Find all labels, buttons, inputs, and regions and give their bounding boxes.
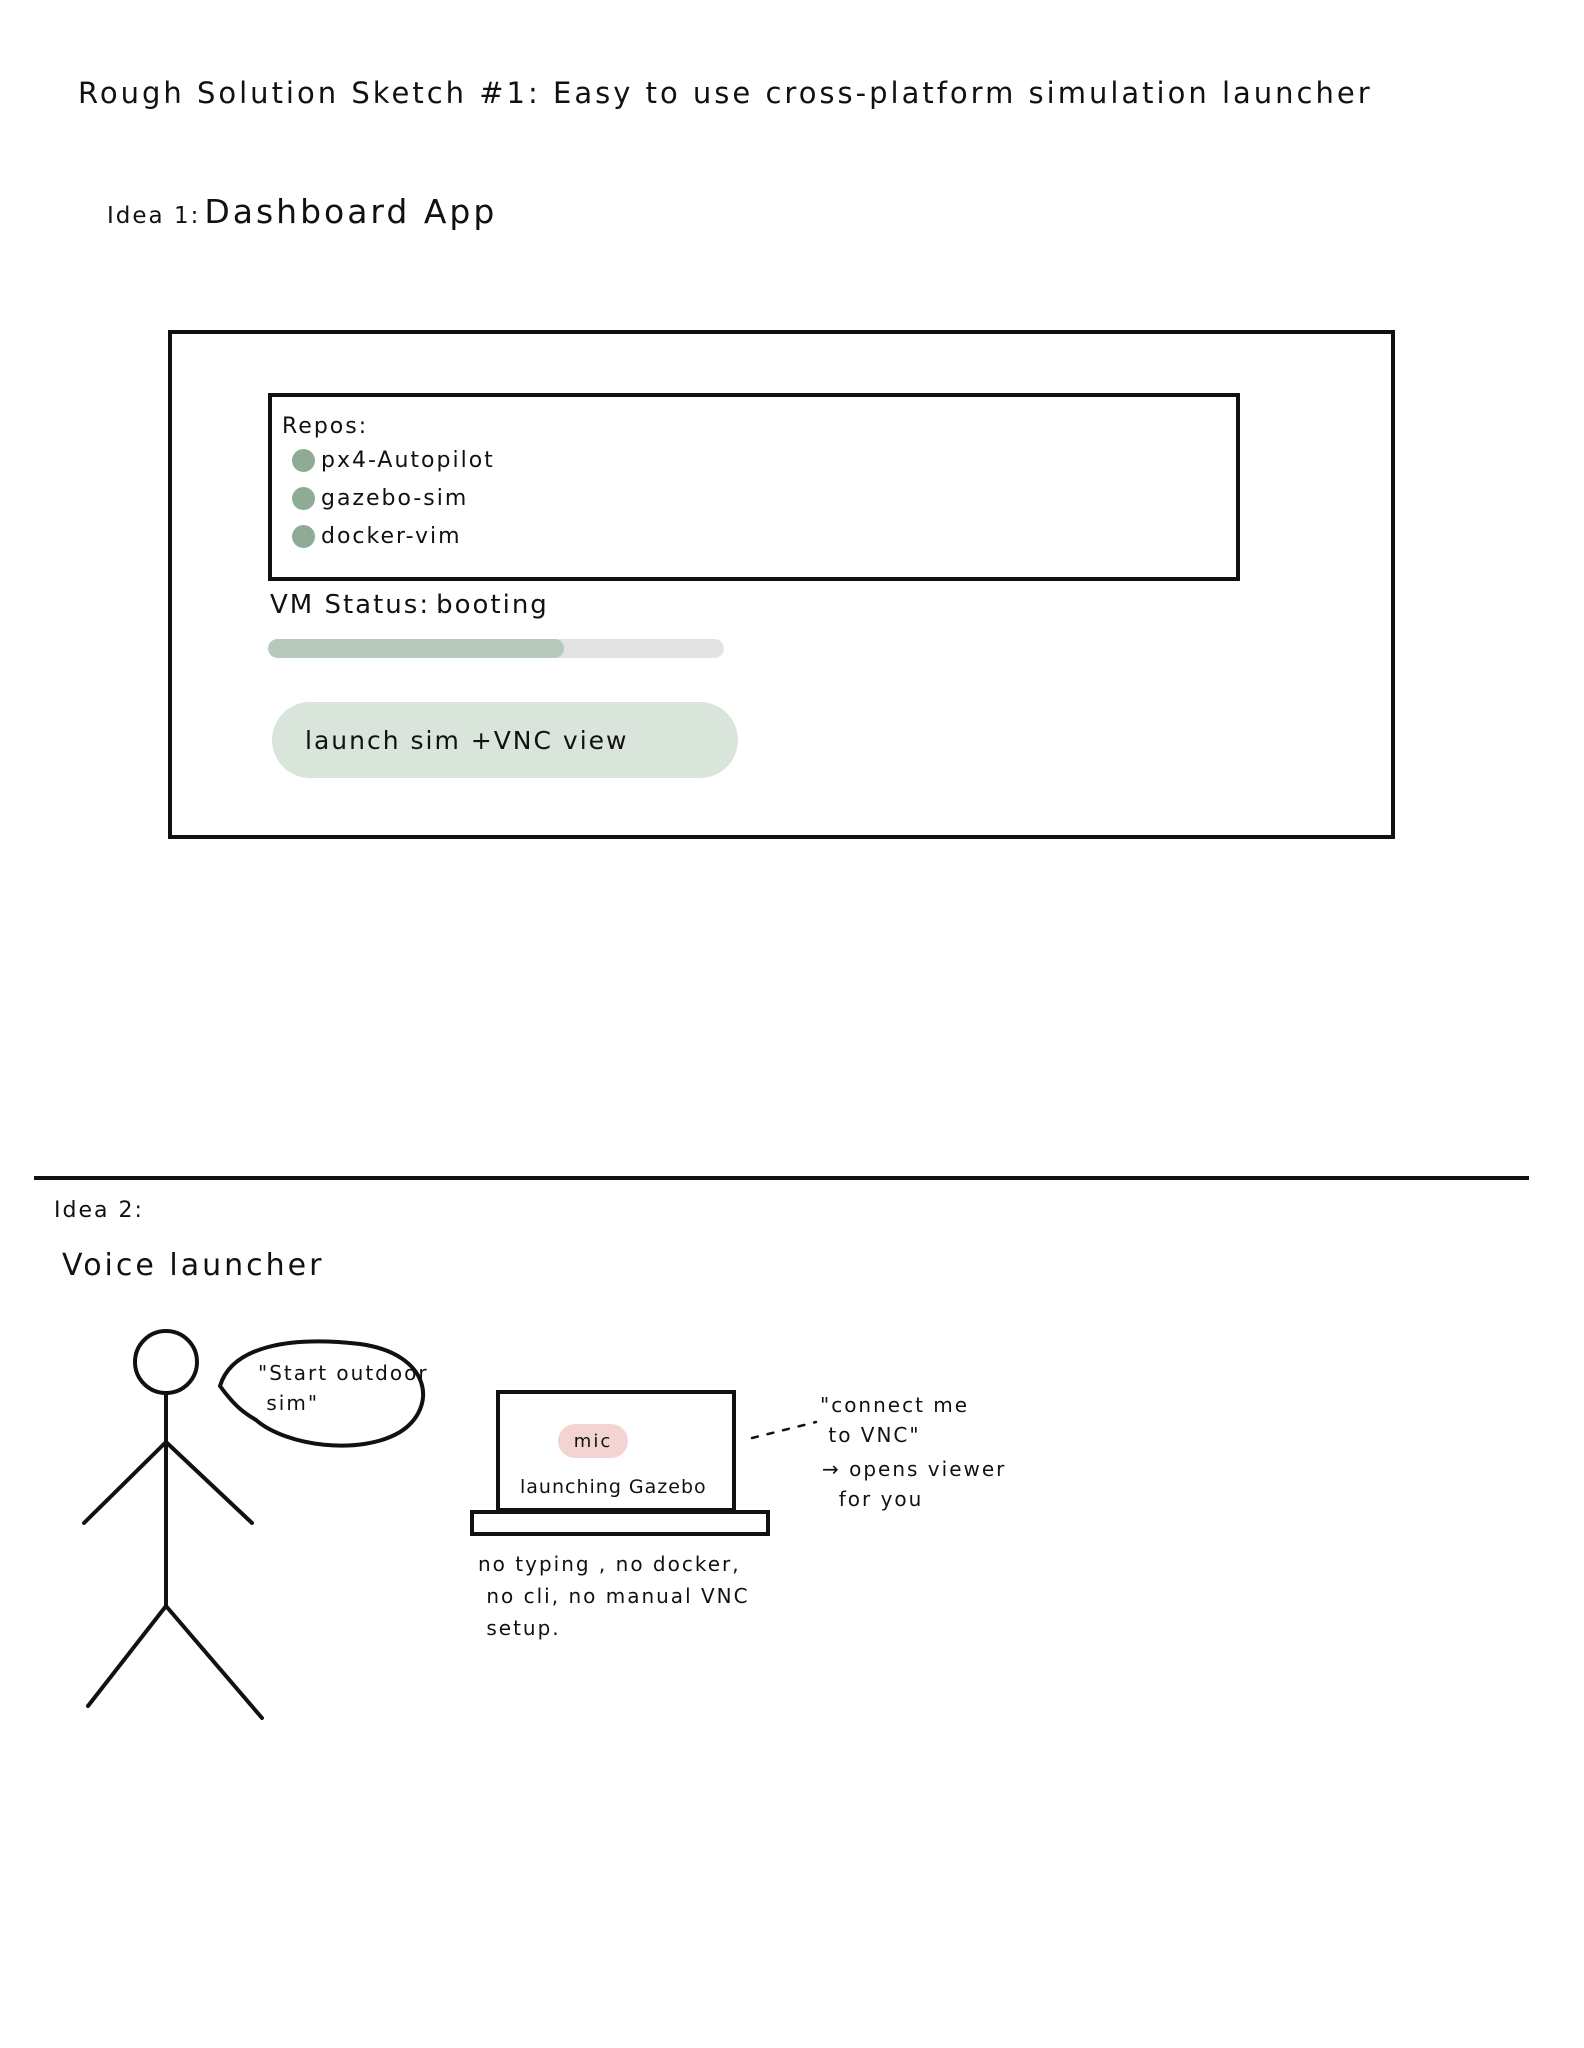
repo-item-label: gazebo-sim [321, 486, 469, 511]
repo-item-label: docker-vim [321, 524, 462, 549]
repos-title: Repos: [282, 414, 369, 439]
repo-status-dot [292, 487, 315, 510]
idea1-name: Dashboard App [204, 192, 498, 231]
no-typing-note: no typing , no docker, no cli, no manual VNC setup. [478, 1552, 750, 1640]
vm-progress-bar [268, 639, 724, 658]
mic-button[interactable]: mic [558, 1424, 628, 1458]
speech-bubble-text: "Start outdoor sim" [258, 1361, 429, 1415]
stick-figure-right-leg [166, 1606, 262, 1718]
laptop-base [470, 1510, 770, 1536]
launch-sim-vnc-button[interactable]: launch sim +VNC view [272, 702, 738, 778]
stick-figure-right-arm [166, 1442, 252, 1523]
repo-status-dot [292, 525, 315, 548]
repo-item-gazebo[interactable] [292, 486, 468, 511]
vm-status [270, 590, 549, 620]
idea2-name: Voice launcher [62, 1248, 325, 1283]
sketch-title: Rough Solution Sketch #1: Easy to use cross-platform simulation launcher [78, 76, 1373, 110]
section-divider [34, 1176, 1529, 1180]
vm-status-label: VM Status: [270, 590, 431, 620]
idea1-heading [107, 192, 497, 231]
repo-item-docker[interactable] [292, 524, 462, 549]
stick-figure-head [135, 1331, 197, 1393]
dashed-connector [750, 1418, 820, 1442]
voice-result-text: → opens viewer for you [822, 1457, 1007, 1511]
voice-command-text: "connect me to VNC" [820, 1393, 970, 1447]
idea1-label: Idea 1: [107, 203, 201, 229]
stick-figure-left-leg [88, 1606, 166, 1706]
repo-item-label: px4-Autopilot [321, 448, 495, 473]
idea2-label: Idea 2: [54, 1198, 144, 1223]
vm-progress-fill [268, 639, 564, 658]
vm-status-value: booting [436, 590, 549, 620]
stick-figure-left-arm [84, 1442, 166, 1523]
repo-item-px4[interactable] [292, 448, 495, 473]
launching-status-text: launching Gazebo [520, 1476, 707, 1498]
repo-status-dot [292, 449, 315, 472]
